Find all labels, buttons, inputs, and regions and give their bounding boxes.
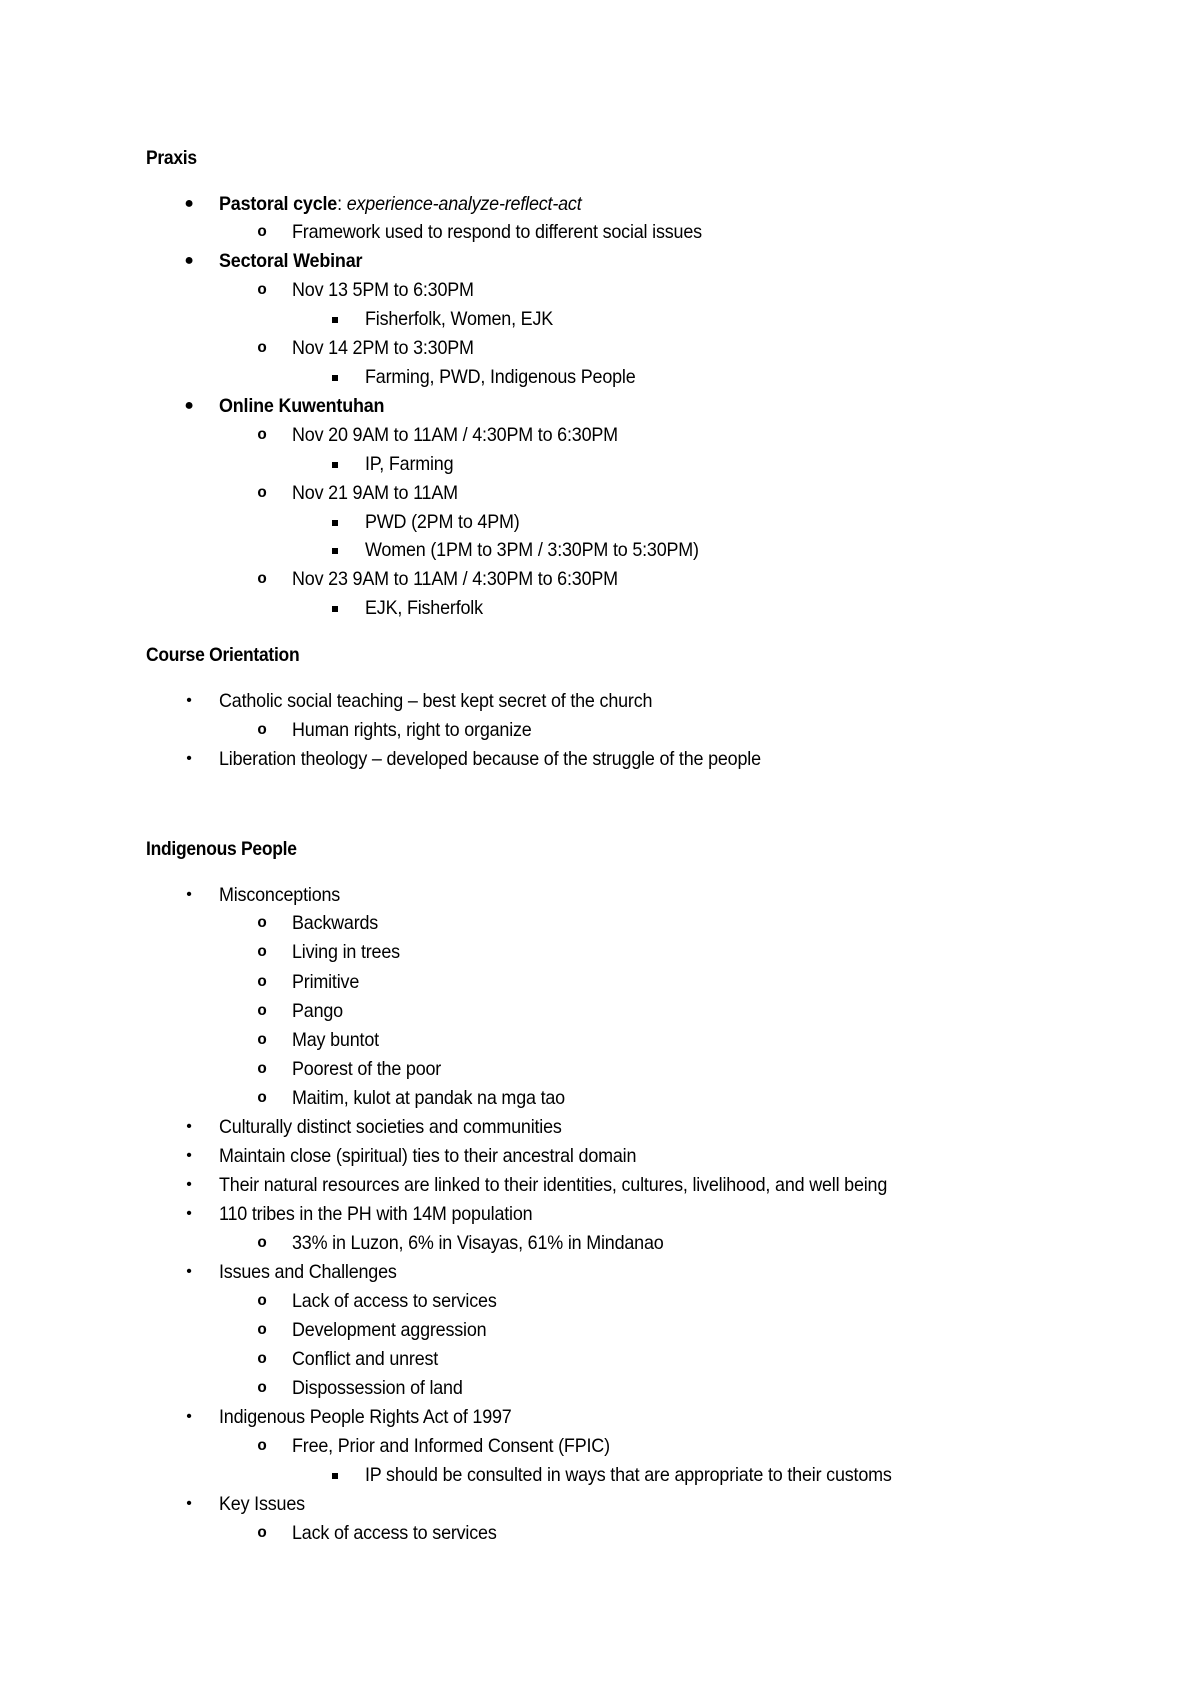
pastoral-label: Pastoral cycle bbox=[219, 193, 338, 215]
bullet-icon: • bbox=[186, 1147, 192, 1164]
webinar-label: Sectoral Webinar bbox=[219, 250, 363, 272]
circle-bullet-icon: o bbox=[257, 1292, 267, 1310]
circle-bullet-icon: o bbox=[257, 1379, 267, 1397]
bullet-icon: • bbox=[186, 750, 192, 767]
list-item-text: 33% in Luzon, 6% in Visayas, 61% in Mindanao bbox=[292, 1232, 664, 1254]
list-item-text: Nov 21 9AM to 11AM bbox=[292, 482, 458, 504]
list-item-text: Pango bbox=[292, 1000, 343, 1022]
circle-bullet-icon: o bbox=[257, 223, 267, 241]
bullet-icon: • bbox=[186, 1118, 192, 1135]
circle-bullet-icon: o bbox=[257, 1234, 267, 1252]
bullet-icon: • bbox=[186, 1495, 192, 1512]
list-item-text: Their natural resources are linked to their identities, cultures, livelihood, and well being bbox=[219, 1174, 888, 1196]
circle-bullet-icon: o bbox=[257, 914, 267, 932]
list-item-text: IP should be consulted in ways that are appropriate to their customs bbox=[365, 1464, 892, 1486]
bullet-icon: • bbox=[186, 1263, 192, 1280]
list-item-text: Backwards bbox=[292, 912, 379, 934]
list-item-text: Farming, PWD, Indigenous People bbox=[365, 366, 636, 388]
list-item-text: Nov 13 5PM to 6:30PM bbox=[292, 279, 474, 301]
list-item-text: May buntot bbox=[292, 1029, 379, 1051]
pastoral-value: experience-analyze-reflect-act bbox=[346, 193, 582, 215]
list-item-text: Liberation theology – developed because of the struggle of the people bbox=[219, 748, 761, 770]
heading-course-orientation: Course Orientation bbox=[146, 645, 300, 666]
list-item-text: Maitim, kulot at pandak na mga tao bbox=[292, 1087, 565, 1109]
list-item-text: Nov 20 9AM to 11AM / 4:30PM to 6:30PM bbox=[292, 424, 618, 446]
list-item-text: Primitive bbox=[292, 971, 360, 993]
list-item-text: Dispossession of land bbox=[292, 1377, 463, 1399]
bullet-icon: • bbox=[186, 1408, 192, 1425]
list-item-text: Culturally distinct societies and communities bbox=[219, 1116, 562, 1138]
list-item-text: Women (1PM to 3PM / 3:30PM to 5:30PM) bbox=[365, 539, 699, 561]
bullet-icon: • bbox=[186, 692, 192, 709]
list-item-text: EJK, Fisherfolk bbox=[365, 597, 483, 619]
list-item-text: Misconceptions bbox=[219, 884, 341, 906]
circle-bullet-icon: o bbox=[257, 281, 267, 299]
list-item-text: Living in trees bbox=[292, 941, 400, 963]
list-item-text bbox=[219, 395, 384, 417]
list-item-text: IP, Farming bbox=[365, 453, 454, 475]
list-item-text: Human rights, right to organize bbox=[292, 719, 532, 741]
list-item-text: Fisherfolk, Women, EJK bbox=[365, 308, 554, 330]
circle-bullet-icon: o bbox=[257, 1350, 267, 1368]
bullet-icon: • bbox=[186, 1205, 192, 1222]
list-item-text: 110 tribes in the PH with 14M population bbox=[219, 1203, 533, 1225]
circle-bullet-icon: o bbox=[257, 1002, 267, 1020]
bullet-icon: ● bbox=[184, 195, 194, 212]
list-item-text: Nov 23 9AM to 11AM / 4:30PM to 6:30PM bbox=[292, 568, 618, 590]
list-item-text: Nov 14 2PM to 3:30PM bbox=[292, 337, 474, 359]
circle-bullet-icon: o bbox=[257, 943, 267, 961]
list-item-text: Framework used to respond to different social issues bbox=[292, 221, 702, 243]
colon: : bbox=[337, 193, 347, 215]
heading-praxis: Praxis bbox=[146, 148, 197, 169]
circle-bullet-icon: o bbox=[257, 973, 267, 991]
circle-bullet-icon: o bbox=[257, 339, 267, 357]
circle-bullet-icon: o bbox=[257, 1524, 267, 1542]
circle-bullet-icon: o bbox=[257, 1060, 267, 1078]
kuwentuhan-label: Online Kuwentuhan bbox=[219, 395, 385, 417]
circle-bullet-icon: o bbox=[257, 1437, 267, 1455]
list-item-text bbox=[219, 193, 581, 215]
bullet-icon: • bbox=[186, 886, 192, 903]
list-item-text: Poorest of the poor bbox=[292, 1058, 442, 1080]
list-item-text: Issues and Challenges bbox=[219, 1261, 397, 1283]
list-item-text: Indigenous People Rights Act of 1997 bbox=[219, 1406, 512, 1428]
circle-bullet-icon: o bbox=[257, 484, 267, 502]
list-item-text: PWD (2PM to 4PM) bbox=[365, 511, 520, 533]
circle-bullet-icon: o bbox=[257, 426, 267, 444]
list-item-text: Conflict and unrest bbox=[292, 1348, 439, 1370]
list-item-text bbox=[219, 250, 362, 272]
list-item-text: Lack of access to services bbox=[292, 1290, 497, 1312]
bullet-icon: ● bbox=[184, 252, 194, 269]
circle-bullet-icon: o bbox=[257, 1031, 267, 1049]
list-item-text: Catholic social teaching – best kept secret of the church bbox=[219, 690, 653, 712]
list-item-text: Lack of access to services bbox=[292, 1522, 497, 1544]
circle-bullet-icon: o bbox=[257, 1089, 267, 1107]
circle-bullet-icon: o bbox=[257, 721, 267, 739]
list-item-text: Maintain close (spiritual) ties to their ancestral domain bbox=[219, 1145, 637, 1167]
list-item-text: Development aggression bbox=[292, 1319, 487, 1341]
list-item-text: Free, Prior and Informed Consent (FPIC) bbox=[292, 1435, 610, 1457]
circle-bullet-icon: o bbox=[257, 570, 267, 588]
circle-bullet-icon: o bbox=[257, 1321, 267, 1339]
list-item-text: Key Issues bbox=[219, 1493, 305, 1515]
bullet-icon: • bbox=[186, 1176, 192, 1193]
heading-indigenous-people: Indigenous People bbox=[146, 839, 297, 860]
bullet-icon: ● bbox=[184, 397, 194, 414]
